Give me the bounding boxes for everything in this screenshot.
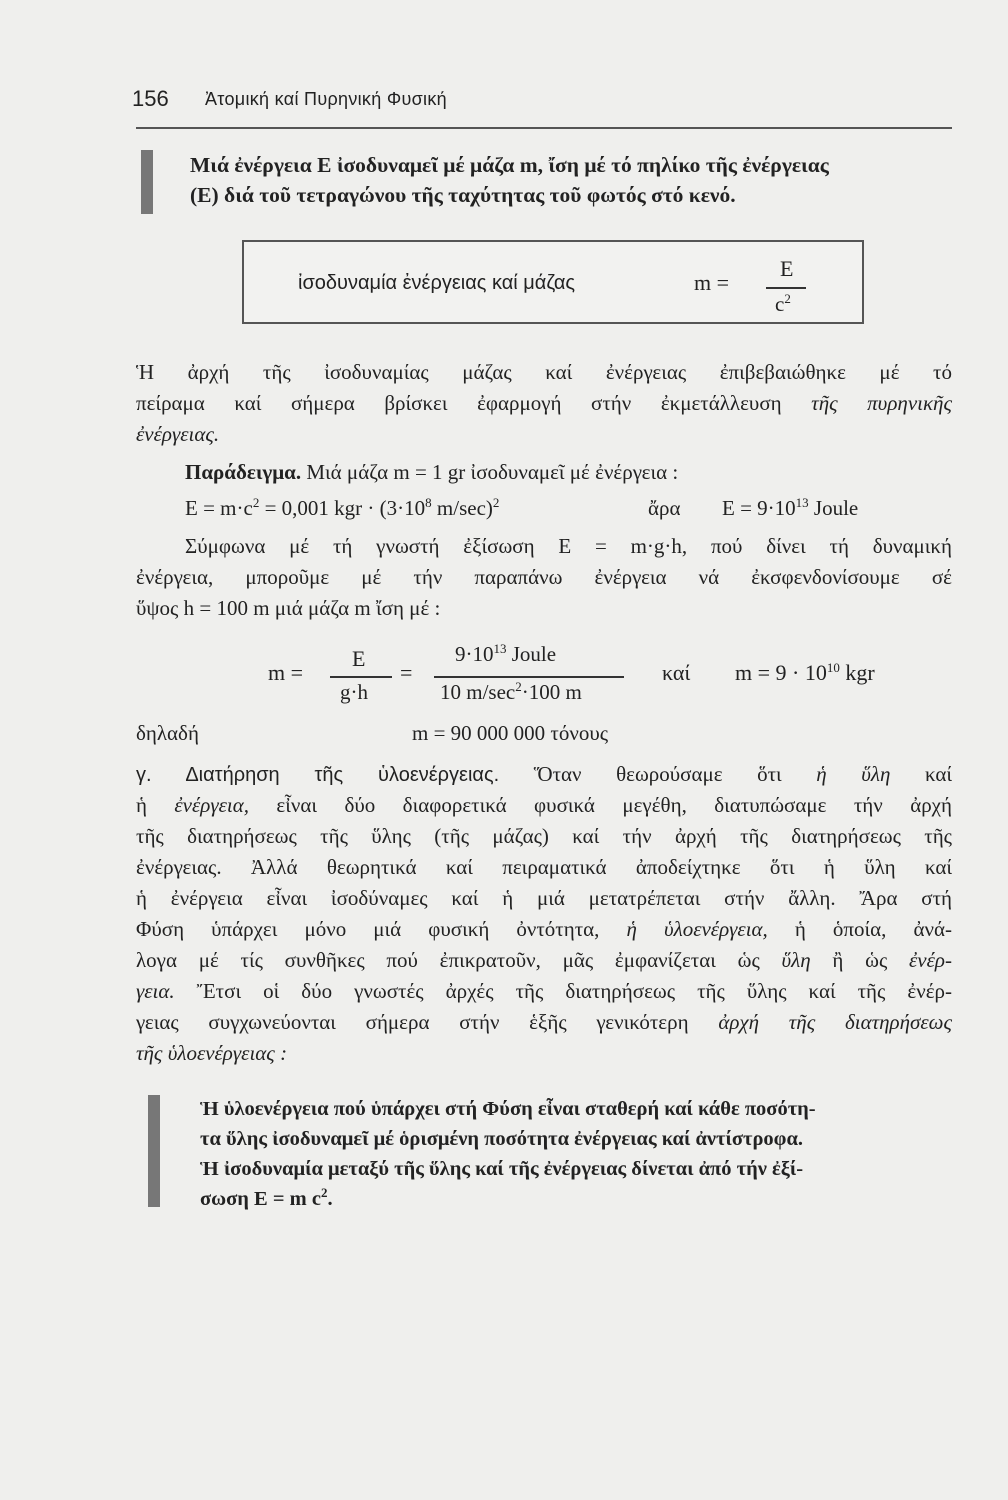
fraction-1-bar — [330, 676, 392, 678]
example-result: $E = 9\cdot 10^{13}$ Joule — [722, 495, 859, 520]
section-g-line-1: γ. Διατήρηση τῆς ὑλοενέργειας. Ὅταν θεωρούσαμε ὅτι ἡ ὕλη καί — [136, 762, 952, 786]
definition-line-1: Μιά ἐνέργεια E ἰσοδυναμεῖ μέ μάζα m, ἴση μέ τό πηλίκο τῆς ἐνέργειας — [190, 153, 829, 177]
fraction-bar — [766, 287, 806, 289]
equation-lhs: m = — [268, 660, 304, 685]
header-rule — [136, 127, 952, 129]
section-g-line-2: ἡ ἐνέργεια, εἶναι δύο διαφορετικά φυσικά μεγέθη, διατυπώσαμε τήν ἀρχή — [136, 793, 952, 817]
section-g-line-10: τῆς ὑλοενέργειας : — [136, 1041, 288, 1065]
formula-box — [242, 240, 864, 324]
definition-line-2: (E) διά τοῦ τετραγώνου τῆς ταχύτητας τοῦ φωτός στό κενό. — [190, 183, 736, 207]
formula-label: ἰσοδυναμία ἐνέργειας καί μάζας — [298, 272, 576, 294]
equation-rhs: $m = 9 \cdot 10^{10}$ kgr — [735, 660, 875, 685]
formula-denominator: $c^2$ — [775, 291, 791, 316]
example-therefore: ἄρα — [648, 496, 681, 520]
section-g-line-5: ἡ ἐνέργεια εἶναι ἰσοδύναμες καί ἡ μιά μετατρέπεται στήν ἄλλη. Ἄρα στή — [136, 886, 952, 910]
equation-result: m = 90 000 000 τόνους — [412, 721, 609, 745]
section-g-line-3: τῆς διατηρήσεως τῆς ὕλης (τῆς μάζας) καί τήν ἀρχή τῆς διατηρήσεως τῆς — [136, 824, 952, 848]
principle-line-4: σωση E = m $c^2$. — [200, 1185, 333, 1210]
paragraph-2-line-2: ἐνέργεια, μποροῦμε μέ τήν παραπάνω ἐνέργεια νά ἐκσφενδονίσουμε σέ — [136, 565, 952, 589]
fraction-2-denominator: 10 $m/\sec^2\cdot 100$ m — [440, 679, 582, 704]
equation-and: καί — [662, 660, 691, 685]
formula-numerator: E — [780, 256, 794, 281]
section-g-line-7: λογα μέ τίς συνθῆκες πού ἐπικρατοῦν, μᾶς ἐμφανίζεται ὡς ὕλη ἢ ὡς ἐνέρ- — [136, 948, 952, 972]
example-line: Παράδειγμα. Μιά μάζα m = 1 gr ἰσοδυναμεῖ μέ ἐνέργεια : — [185, 460, 679, 484]
fraction-1-denominator: g·h — [340, 680, 368, 704]
section-g-line-6: Φύση ὑπάρχει μόνο μιά φυσική ὀντότητα, ἡ ὑλοενέργεια, ἡ ὁποία, ἀνά- — [136, 917, 952, 941]
principle-line-2: τα ὕλης ἰσοδυναμεῖ μέ ὁρισμένη ποσότητα ἐνέργειας καί ἀντίστροφα. — [200, 1128, 804, 1150]
section-g-line-9: γειας συγχωνεύονται σήμερα στήν ἑξῆς γενικότερη ἀρχή τῆς διατηρήσεως — [136, 1010, 952, 1034]
section-g-line-4: ἐνέργειας. Ἀλλά θεωρητικά καί πειραματικά ἀποδείχτηκε ὅτι ἡ ὕλη καί — [136, 855, 952, 879]
page-number: 156 — [132, 86, 169, 111]
equals-sign: = — [400, 660, 413, 685]
highlight-bar — [141, 150, 153, 214]
highlight-bar-2 — [148, 1095, 160, 1207]
principle-line-3: Ἡ ἰσοδυναμία μεταξύ τῆς ὕλης καί τῆς ἐνέργειας δίνεται ἀπό τήν ἐξί- — [200, 1158, 804, 1180]
fraction-2-numerator: $9\cdot 10^{13}$ Joule — [455, 641, 557, 666]
example-calculation: $E = m\cdot c^2 = 0,001$ kgr · ($3\cdot 10^8$ m/sec)$^2$ — [185, 495, 500, 520]
paragraph-1-line-3: ἐνέργειας. — [136, 422, 220, 446]
section-g-line-8: γεια. Ἔτσι οἱ δύο γνωστές ἀρχές τῆς διατηρήσεως τῆς ὕλης καί τῆς ἐνέρ- — [136, 979, 952, 1003]
paragraph-2-line-1: Σύμφωνα μέ τή γνωστή ἐξίσωση E = m·g·h, πού δίνει τή δυναμική — [185, 534, 952, 558]
fraction-1-numerator: E — [352, 646, 366, 671]
fraction-2-bar — [434, 676, 624, 678]
namely-label: δηλαδή — [136, 721, 199, 745]
formula-lhs: m = — [694, 270, 730, 295]
principle-line-1: Ἡ ὑλοενέργεια πού ὑπάρχει στή Φύση εἶναι σταθερή καί κάθε ποσότη- — [200, 1098, 816, 1120]
paragraph-1-line-2: πείραμα καί σήμερα βρίσκει ἐφαρμογή στήν ἐκμετάλλευση τῆς πυρηνικῆς — [136, 391, 952, 415]
paragraph-1-line-1: Ἡ ἀρχή τῆς ἰσοδυναμίας μάζας καί ἐνέργειας ἐπιβεβαιώθηκε μέ τό — [136, 360, 952, 384]
paragraph-2-line-3: ὕψος h = 100 m μιά μάζα m ἴση μέ : — [136, 596, 441, 620]
running-title: Ἀτομική καί Πυρηνική Φυσική — [205, 89, 447, 109]
